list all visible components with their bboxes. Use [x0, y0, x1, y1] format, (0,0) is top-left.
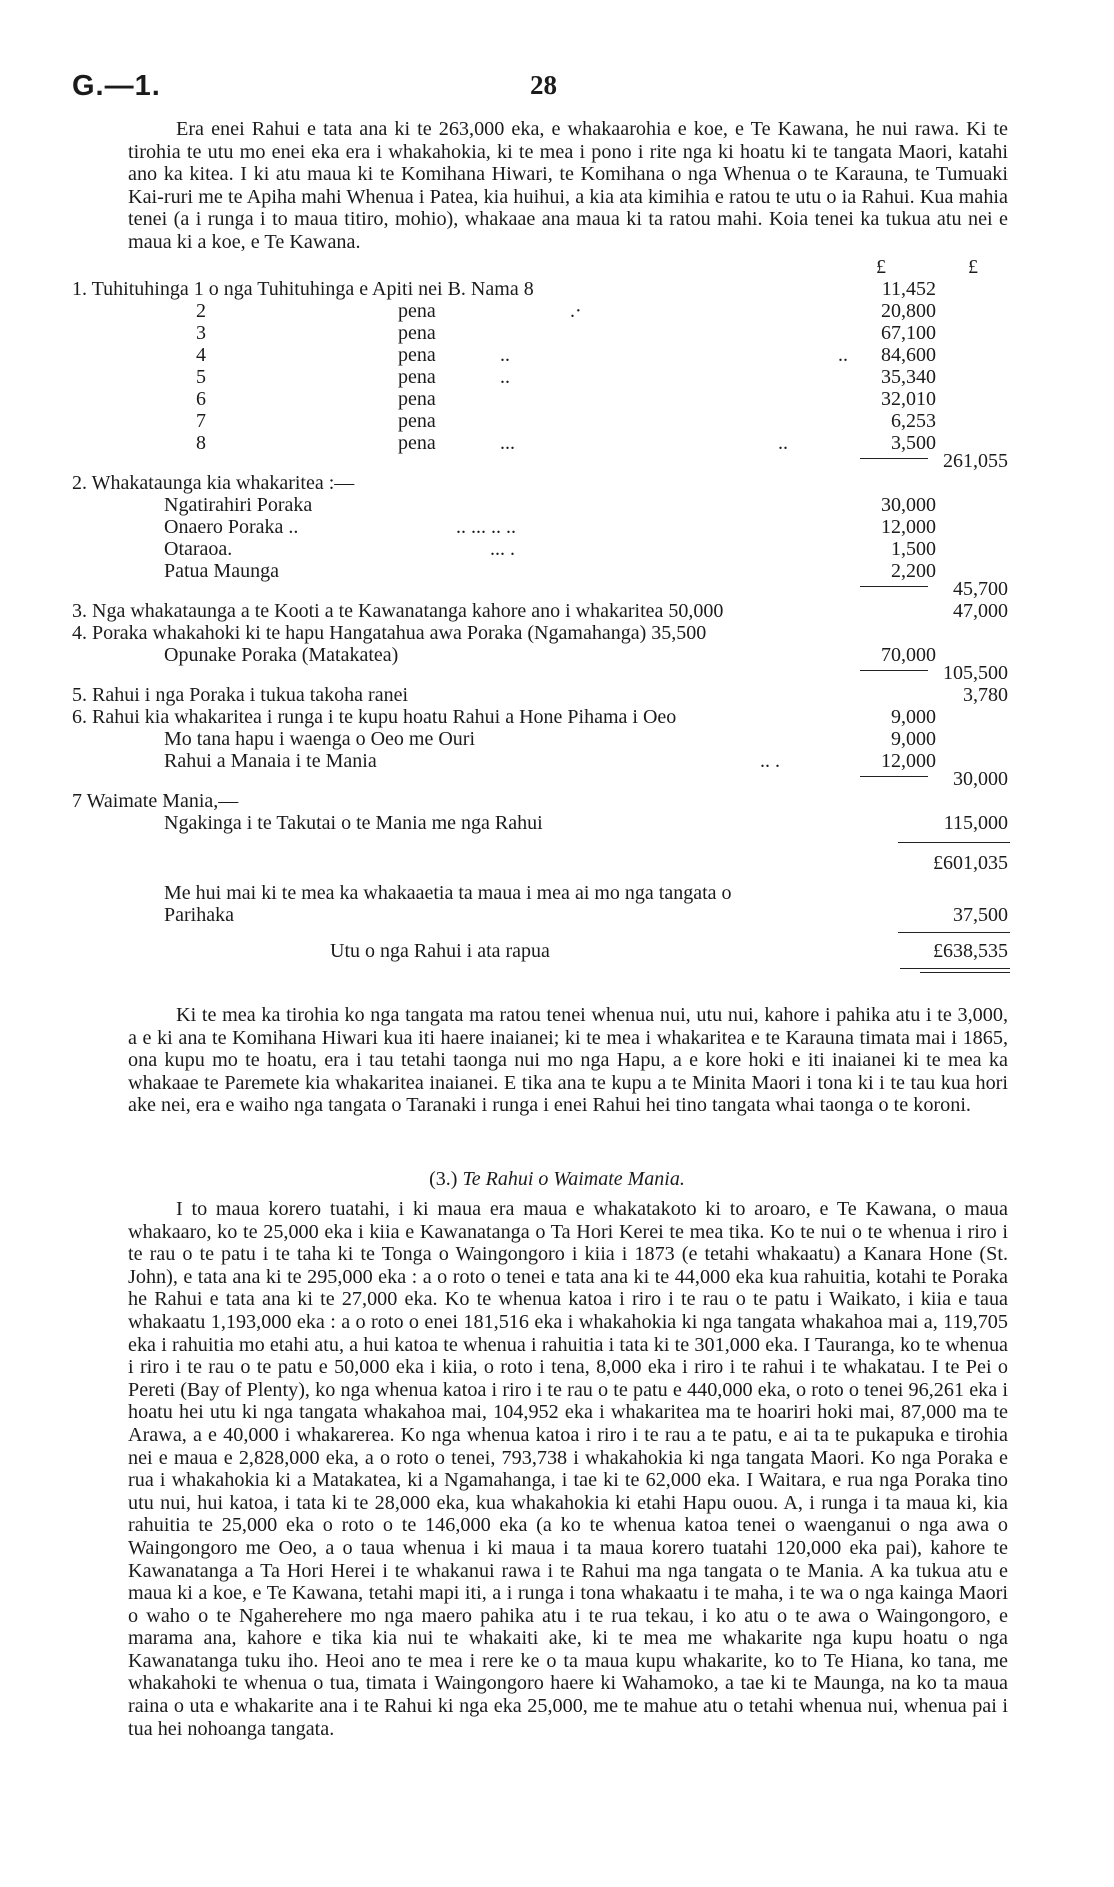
section-7-label: 7 Waimate Mania,—	[72, 790, 239, 812]
sum-rule	[898, 842, 1010, 843]
section-6-total: 30,000	[953, 768, 1008, 790]
paragraph-2: Ki te mea ka tirohia ko nga tangata ma ratou tenei whenua nui, utu nui, kahore i pahika atu i te 3,000, a e ki ana te Komihana Hiwari kua iti haere inaianei; ki te mea i whakaritea e te Karauna timata mai i 1865, ona kupu mo te hoatu, era i tau tetahi taonga nui mo nga Hapu, a e kore hoki e iti inaianei ki te mea ka whakaae te Paremete kia whakaritea inaianei. E tika ana te kupu a te Minita Maori i tona ki i te tau kua hori ake nei, era e waiho nga tangata o Taranaki i runga i enei Rahui hei tino tangata whai taonga o te koroni.	[128, 1004, 1008, 1117]
section-3-total: 47,000	[953, 600, 1008, 622]
double-rule-bottom	[920, 972, 1010, 973]
sum-rule	[898, 932, 1010, 933]
document-page: G.—1. 28 Era enei Rahui e tata ana ki te 263,000 eka, e whakaarohia e koe, e Te Kawana, he nui rawa. Ki te tirohia te utu mo enei eka era i whakahokia, ki te mea i pono i rite nga ki hoatu ki te tangata Maori, katahi ano ka kitea. I ki atu maua ki te Komihana Hiwari, te Komihana o nga Whenua o te Karauna, te Tumuaki Kai-ruri me te Apiha mahi Whenua i Patea, kia huihui, a kia ata kimihia e ratou te utu o ia Rahui. Kua mahia tenei (a i runga i to maua titiro, mohio), whakaae ana maua ki ta ratou mahi. Koia tenei ka tukua atu nei e maua ki a koe, e Te Kawana. £ £ 1. Tuhituhinga 1 o nga Tuhituhinga e Apiti nei B. Nama 8 11,452 2 pena .· 20,800 3 pena 67,100 4 pena .. .. 84,600 5 pena .. 35,340 6 pena 32,010 7 pena 6,253 8 pena ... .. 3,500 261,055 2. Whakataunga kia whakaritea :— Ngatirahiri Poraka 30,000 Onaero Poraka .. .. ... .. .. 12,000 Otaraoa. ... . 1,500 Patua Maunga 2,200 45,700 3. Nga whakataunga a te Kooti a te Kawanatanga kahore ano i whakaritea 50,000 47,000 4. Poraka whakahoki ki te hapu Hangatahua awa Poraka (Ngamahanga) 35,500 Opunake Poraka (Matakatea) 70,000 105,500 5. Rahui i nga Poraka i tukua takoha ranei 3,780 6. Rahui kia whakaritea i runga i te kupu hoatu Rahui a Hone Pihama i Oeo 9,000 Mo tana hapu i waenga o Oeo me Ouri 9,000 Rahui a Manaia i te Mania .. . 12,000 30,000 7 Waimate Mania,— Ngakinga i te Takutai o te Mania me nga Rahui 115,000 £601,035 Me hui mai ki te mea ka whakaaetia ta maua i mea ai mo nga tangata o Parihaka 37,500 Utu o nga Rahui i ata rapua £638,535 Ki te mea ka tirohia ko nga tangata ma ratou tenei whenua nui, utu nui, kahore i pahika atu i te 3,000, a e ki ana te Komihana Hiwari kua iti haere inaianei; ki te mea i whakaritea e te Karauna timata mai i 1865, ona kupu mo te hoatu, era i tau tetahi taonga nui mo nga Hapu, a e kore hoki e iti inaianei ki te mea ka whakaae te Paremete kia whakaritea inaianei. E tika ana te kupu a te Minita Maori i tona ki i te tau kua hori ake nei, era e waiho nga tangata o Taranaki i runga i enei Rahui hei tino tangata whai taonga o te koroni. (3.) Te Rahui o Waimate Mania. I to maua korero tuatahi, i ki maua era maua e whakatakoto ki to aroaro, e Te Kawana, o maua whakaaro, ko te 25,000 eka i kiia e Kawanatanga o Ta Hori Kerei te mea tika. Ko te nui o te whenua i riro i te rau o te patu i te taha ki te Tonga o Waingongoro i kiia i 1873 (e tetahi whakaatu) a Kanara Hone (St. John), e tata ana ki te 295,000 eka : a o roto o tenei e tata ana ki te 44,000 eka kua rahuitia, kotahi te Poraka he Rahui e tata ana ki te 27,000 eka. Ko te whenua katoa i riro i te rau o te patu i Waikato, i kiia e taua whakaatu 1,193,000 eka : a o roto o enei 181,516 eka i whakahokia ki nga tangata whakahoa mai a, 119,705 eka i rahuitia mo etahi atu, a hui katoa te whenua i rahuitia i tata ki te 301,000 eka. I Tauranga, ko te whenua i riro i te rau o te patu e 50,000 eka i kiia, o roto i tena, 8,000 eka i riro i te rahui i te whakatau. I te Pei o Pereti (Bay of Plenty), ko nga whenua katoa i riro i te rau o te patu e 440,000 eka, o roto o tenei 96,261 eka i hoatu hei utu ki nga tangata whakahoa mai, 104,952 eka i whakaritea ma te hoariri hoki mai, 87,000 ma te Arawa, a e 40,000 i whakarerea. Ko nga whenua katoa i riro i te rau a te patu, e ai ta te pukapuka e tirohia nei e maua e 2,828,000 eka, a o roto o tenei, 793,738 i whakahokia ki nga tangata Maori. Ko nga Poraka e rua i whakahokia ki a Matakatea, ki a Ngamahanga, i tae ki te 62,000 eka. I Waitara, e rua nga Poraka tino utu nui, hui katoa, i tata ki te 28,000 eka, kua whakahokia ki etahi Hapu ouou. A, i runga i ta maua ki, kia rahuitia te 25,000 eka o roto o te 146,000 eka (a ko te whenua katoa tenei o waenganui o nga awa o Waingongoro me Oeo, a o taua whenua i ki maua i ta maua korero tuatahi 120,000 eka pai), kahore te Kawanatanga a Ta Hori Herei i te whakanui rawa i te Rahui ma nga tangata o te Mania. A ka tukua atu e maua ki a koe, e Te Kawana, tetahi mapi iti, a i runga i tona whakaatu i te maha, i te wa o nga kainga Maori o waho o te Ngaherehere mo nga maero pahika atu i te rua tekau, i ko atu o te awa o Waingongoro, e marama ana, kahore e tika kia nui te whakaiti ake, ki te mea me whakarite nga kupu hoatu o nga Kawanatanga tuku iho. Heoi ano te mea i rere ke o ta maua kupu whakarite, ko to Te Hiana, ko tana, me whakahoki te whenua o tua, timata i Waingongoro haere ki Wahamoko, a tae ki te Maunga, na ko ta maua raina o uta e whakarite ana i te Rahui ki nga eka 25,000, me te mahue atu o tetahi whenua nui, whenua pai i tua hei nohoanga tangata.	[0, 0, 1114, 1887]
section-6-label: 6. Rahui kia whakaritea i runga i te kupu hoatu Rahui a Hone Pihama i Oeo	[72, 706, 677, 728]
paragraph-3: I to maua korero tuatahi, i ki maua era maua e whakatakoto ki to aroaro, e Te Kawana, o maua whakaaro, ko te 25,000 eka i kiia e Kawanatanga o Ta Hori Kerei te mea tika. Ko te nui o te whenua i riro i te rau o te patu i te taha ki te Tonga o Waingongoro i kiia i 1873 (e tetahi whakaatu) a Kanara Hone (St. John), e tata ana ki te 295,000 eka : a o roto o tenei e tata ana ki te 44,000 eka kua rahuitia, kotahi te Poraka he Rahui e tata ana ki te 27,000 eka. Ko te whenua katoa i riro i te rau o te patu i Waikato, i kiia e taua whakaatu 1,193,000 eka : a o roto o enei 181,516 eka i whakahokia ki nga tangata whakahoa mai a, 119,705 eka i rahuitia mo etahi atu, a hui katoa te whenua i rahuitia i tata ki te 301,000 eka. I Tauranga, ko te whenua i riro i te rau o te patu e 50,000 eka i kiia, o roto i tena, 8,000 eka i riro i te rahui i te whakatau. I te Pei o Pereti (Bay of Plenty), ko nga whenua katoa i riro i te rau o te patu e 440,000 eka, o roto o tenei 96,261 eka i hoatu hei utu ki nga tangata whakahoa mai, 104,952 eka i whakaritea ma te hoariri hoki mai, 87,000 ma te Arawa, a e 40,000 i whakarerea. Ko nga whenua katoa i riro i te rau a te patu, e ai ta te pukapuka e tirohia nei e maua e 2,828,000 eka, a o roto o tenei, 793,738 i whakahokia ki nga tangata Maori. Ko nga Poraka e rua i whakahokia ki a Matakatea, ki a Ngamahanga, i tae ki te 62,000 eka. I Waitara, e rua nga Poraka tino utu nui, hui katoa, i tata ki te 28,000 eka, kua whakahokia ki etahi Hapu ouou. A, i runga i ta maua ki, kia rahuitia te 25,000 eka o roto o te 146,000 eka (a ko te whenua katoa tenei o waenganui o nga awa o Waingongoro me Oeo, a o taua whenua i ki maua i ta maua korero tuatahi 120,000 eka pai), kahore te Kawanatanga a Ta Hori Herei i te whakanui rawa i te Rahui ma nga tangata o te Mania. A ka tukua atu e maua ki a koe, e Te Kawana, tetahi mapi iti, a i runga i tona whakaatu i te maha, i te wa o nga kainga Maori o waho o te Ngaherehere mo nga maero pahika atu i te rua tekau, i ko atu o te awa o Waingongoro, e marama ana, kahore e tika kia nui te whakaiti ake, ki te mea me whakarite nga kupu hoatu o nga Kawanatanga tuku iho. Heoi ano te mea i rere ke o ta maua kupu whakarite, ko to Te Hiana, ko tana, me whakahoki te whenua o tua, timata i Waingongoro haere ki Wahamoko, a tae ki te Maunga, na ko ta maua raina o uta e whakarite ana i te Rahui ki nga eka 25,000, me te mahue atu o tetahi whenua nui, whenua pai i tua hei nohoanga tangata.	[128, 1198, 1008, 1740]
addition-line-1: Me hui mai ki te mea ka whakaaetia ta maua i mea ai mo nga tangata o	[164, 882, 732, 904]
section-1-first-value: 11,452	[881, 278, 936, 300]
intro-paragraph: Era enei Rahui e tata ana ki te 263,000 eka, e whakaarohia e koe, e Te Kawana, he nui rawa. Ki te tirohia te utu mo enei eka era i whakahokia, ki te mea i pono i rite nga ki hoatu ki te tangata Maori, katahi ano ka kitea. I ki atu maua ki te Komihana Hiwari, te Komihana o nga Whenua o te Karauna, te Tumuaki Kai-ruri me te Apiha mahi Whenua i Patea, kia huihui, a kia ata kimihia e ratou te utu o ia Rahui. Kua mahia tenei (a i runga i to maua titiro, mohio), whakaae ana maua ki ta ratou mahi. Koia tenei ka tukua atu nei e maua ki a koe, e Te Kawana.	[128, 118, 1008, 253]
total-value: £638,535	[933, 940, 1008, 962]
section-4-sub-value: 70,000	[881, 644, 936, 666]
section-1-total: 261,055	[943, 450, 1008, 472]
total-label: Utu o nga Rahui i ata rapua	[330, 940, 550, 962]
section-title: Te Rahui o Waimate Mania.	[462, 1168, 685, 1190]
section-7-sub-label: Ngakinga i te Takutai o te Mania me nga Rahui	[164, 812, 543, 834]
section-1-label: 1. Tuhituhinga 1 o nga Tuhituhinga e Apiti nei B. Nama 8	[72, 278, 534, 300]
section-3-label: 3. Nga whakataunga a te Kooti a te Kawanatanga kahore ano i whakaritea 50,000	[72, 600, 724, 622]
section-5-label: 5. Rahui i nga Poraka i tukua takoha ranei	[72, 684, 409, 706]
section-2-total: 45,700	[953, 578, 1008, 600]
page-number: 28	[530, 70, 557, 100]
currency-header-col1: £	[876, 256, 886, 278]
section-2-label: 2. Whakataunga kia whakaritea :—	[72, 472, 355, 494]
section-6-value: 9,000	[891, 706, 936, 728]
section-4-label: 4. Poraka whakahoki ki te hapu Hangatahua awa Poraka (Ngamahanga) 35,500	[72, 622, 707, 644]
grand-subtotal: £601,035	[933, 852, 1008, 874]
section-4-sub-label: Opunake Poraka (Matakatea)	[164, 644, 399, 666]
document-reference: G.—1.	[72, 70, 161, 102]
currency-header-col2: £	[968, 256, 978, 278]
section-4-total: 105,500	[943, 662, 1008, 684]
section-number: (3.)	[429, 1168, 458, 1190]
section-5-total: 3,780	[963, 684, 1008, 706]
section-heading	[0, 1168, 1114, 1191]
addition-line-2: Parihaka	[164, 904, 234, 926]
addition-value: 37,500	[953, 904, 1008, 926]
double-rule-top	[900, 968, 1010, 969]
section-7-total: 115,000	[943, 812, 1008, 834]
